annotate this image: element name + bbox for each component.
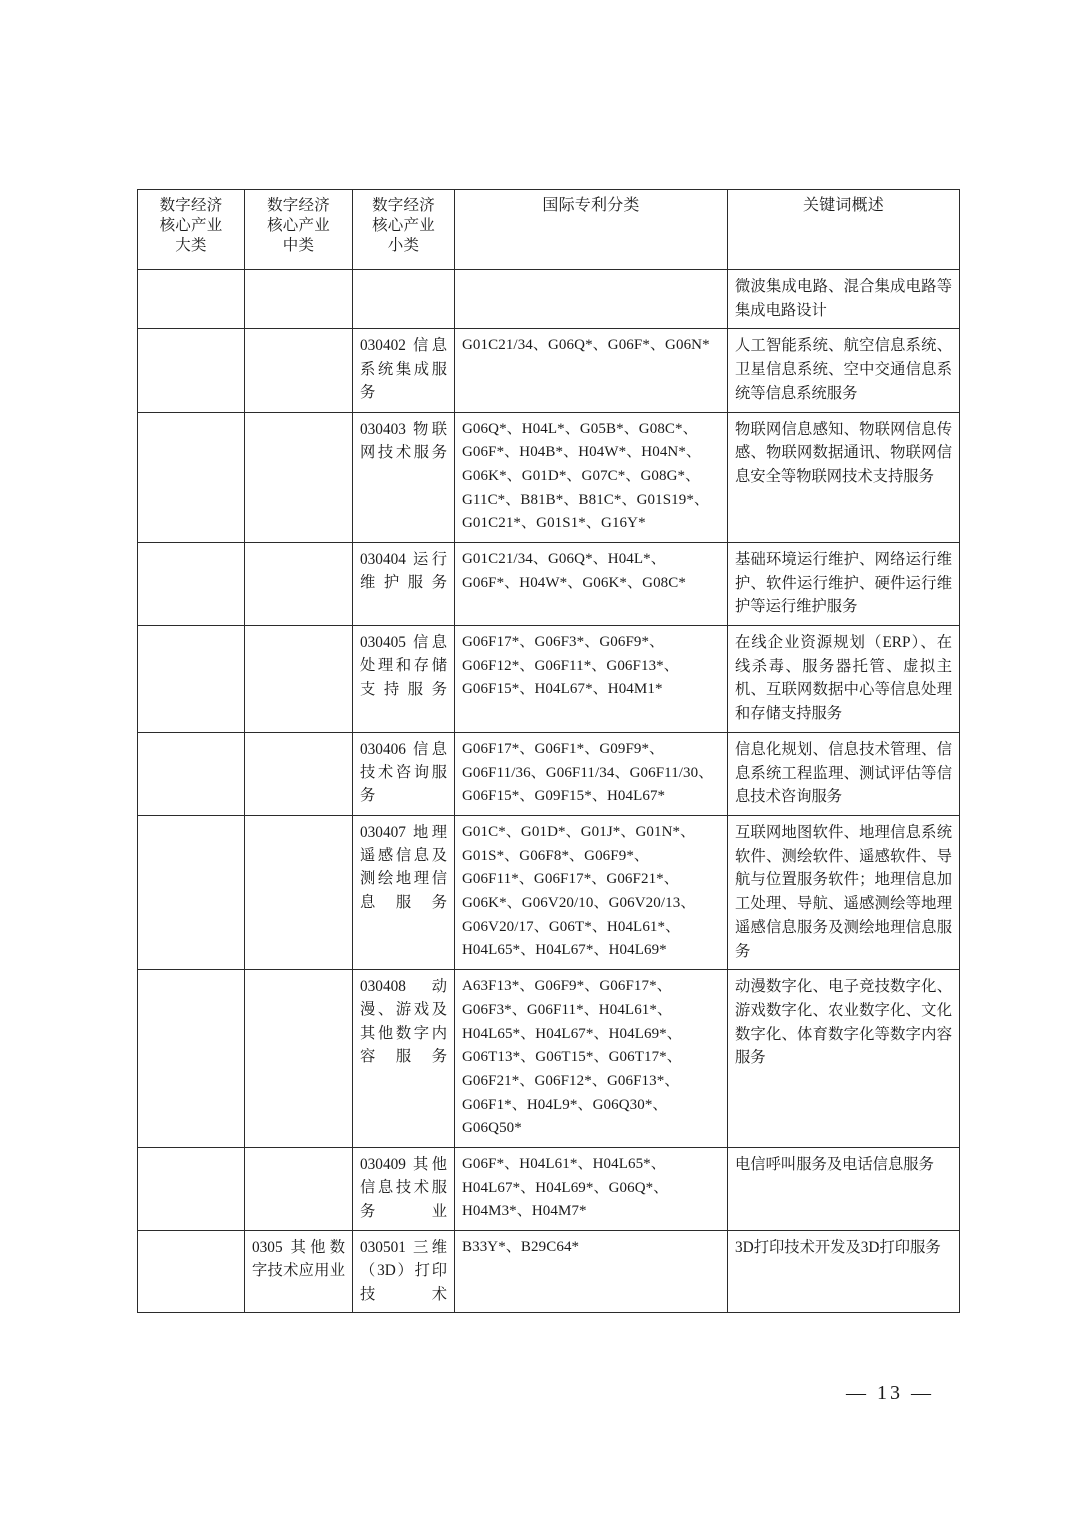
table-row xyxy=(138,329,960,412)
cell-middle-category xyxy=(245,542,353,625)
cell-ipc-codes: G06F17*、G06F1*、G09F9*、G06F11/36、G06F11/34、G06F11/30、G06F15*、G09F15*、H04L67* xyxy=(455,732,728,815)
cell-middle-category xyxy=(245,329,353,412)
table-row xyxy=(138,412,960,542)
cell-minor-category: 030407 地理遥感信息及测绘地理信息服务 xyxy=(353,815,455,969)
column-header-middle-category xyxy=(245,190,353,270)
cell-middle-category: 0305 其他数字技术应用业 xyxy=(245,1231,353,1313)
cell-middle-category xyxy=(245,815,353,969)
cell-keywords: 在线企业资源规划（ERP）、在线杀毒、服务器托管、虚拟主机、互联网数据中心等信息处理和存储支持服务 xyxy=(728,626,960,733)
table-row xyxy=(138,970,960,1148)
header-line: 中类 xyxy=(282,236,315,255)
table-row xyxy=(138,542,960,625)
cell-middle-category xyxy=(245,412,353,542)
cell-major-category xyxy=(138,270,245,329)
column-header-ipc: 国际专利分类 xyxy=(455,190,728,270)
cell-major-category xyxy=(138,1231,245,1313)
header-line: 数字经济 xyxy=(159,196,223,214)
cell-ipc-codes: A63F13*、G06F9*、G06F17*、G06F3*、G06F11*、H04L61*、H04L65*、H04L67*、H04L69*、G06T13*、G06T15*、G06T17*、G06F21*、G06F12*、G06F13*、G06F1*、H04L9*、G06Q30*、G06Q50* xyxy=(455,970,728,1148)
cell-minor-category: 030406 信息技术咨询服务 xyxy=(353,732,455,815)
cell-ipc-codes xyxy=(455,270,728,329)
cell-ipc-codes: G06F*、H04L61*、H04L65*、H04L67*、H04L69*、G06Q*、H04M3*、H04M7* xyxy=(455,1148,728,1231)
header-line: 核心产业 xyxy=(372,216,435,235)
cell-ipc-codes: G06Q*、H04L*、G05B*、G08C*、G06F*、H04B*、H04W*、H04N*、G06K*、G01D*、G07C*、G08G*、G11C*、B81B*、B81C*、G01S19*、G01C21*、G01S1*、G16Y* xyxy=(455,412,728,542)
cell-major-category xyxy=(138,1148,245,1231)
cell-major-category xyxy=(138,412,245,542)
cell-major-category xyxy=(138,542,245,625)
cell-keywords: 物联网信息感知、物联网信息传感、物联网数据通讯、物联网信息安全等物联网技术支持服务 xyxy=(728,412,960,542)
header-line: 核心产业 xyxy=(267,216,330,235)
cell-keywords: 基础环境运行维护、网络运行维护、软件运行维护、硬件运行维护等运行维护服务 xyxy=(728,542,960,625)
table-row xyxy=(138,1231,960,1313)
cell-keywords: 人工智能系统、航空信息系统、卫星信息系统、空中交通信息系统等信息系统服务 xyxy=(728,329,960,412)
cell-ipc-codes: G06F17*、G06F3*、G06F9*、G06F12*、G06F11*、G06F13*、G06F15*、H04L67*、H04M1* xyxy=(455,626,728,733)
classification-table xyxy=(137,189,960,1313)
cell-minor-category: 030403 物联网技术服务 xyxy=(353,412,455,542)
page-number-text: — 13 — xyxy=(846,1382,934,1404)
cell-minor-category: 030408 动漫、游戏及其他数字内容服务 xyxy=(353,970,455,1148)
cell-minor-category: 030501 三维（3D）打印技术 xyxy=(353,1231,455,1313)
cell-middle-category xyxy=(245,626,353,733)
cell-keywords: 互联网地图软件、地理信息系统软件、测绘软件、遥感软件、导航与位置服务软件；地理信息加工处理、导航、遥感测绘等地理遥感信息服务及测绘地理信息服务 xyxy=(728,815,960,969)
column-header-major-category xyxy=(138,190,245,270)
cell-major-category xyxy=(138,626,245,733)
cell-keywords: 微波集成电路、混合集成电路等集成电路设计 xyxy=(728,270,960,329)
table-row xyxy=(138,1148,960,1231)
cell-ipc-codes: G01C*、G01D*、G01J*、G01N*、G01S*、G06F8*、G06F9*、G06F11*、G06F17*、G06F21*、G06K*、G06V20/10、G06V20/13、G06V20/17、G06T*、H04L61*、H04L65*、H04L67*、H04L69* xyxy=(455,815,728,969)
table-row xyxy=(138,626,960,733)
cell-keywords: 电信呼叫服务及电话信息服务 xyxy=(728,1148,960,1231)
table-body xyxy=(138,270,960,1313)
cell-minor-category: 030404 运行维护服务 xyxy=(353,542,455,625)
cell-middle-category xyxy=(245,970,353,1148)
cell-keywords: 动漫数字化、电子竞技数字化、游戏数字化、农业数字化、文化数字化、体育数字化等数字内容服务 xyxy=(728,970,960,1148)
table-row xyxy=(138,732,960,815)
cell-major-category xyxy=(138,329,245,412)
table-row xyxy=(138,270,960,329)
cell-minor-category: 030402 信息系统集成服务 xyxy=(353,329,455,412)
cell-ipc-codes: G01C21/34、G06Q*、H04L*、G06F*、H04W*、G06K*、G08C* xyxy=(455,542,728,625)
page-number-footer xyxy=(0,1382,1080,1405)
cell-major-category xyxy=(138,970,245,1148)
header-line: 小类 xyxy=(387,236,420,255)
cell-major-category xyxy=(138,815,245,969)
header-line: 核心产业 xyxy=(159,216,223,235)
cell-middle-category xyxy=(245,1148,353,1231)
cell-minor-category: 030405 信息处理和存储支持服务 xyxy=(353,626,455,733)
classification-table-wrapper xyxy=(137,189,959,1313)
table-header xyxy=(138,190,960,270)
column-header-keywords: 关键词概述 xyxy=(728,190,960,270)
cell-middle-category xyxy=(245,270,353,329)
table-header-row xyxy=(138,190,960,270)
cell-minor-category: 030409 其他信息技术服务业 xyxy=(353,1148,455,1231)
header-line: 数字经济 xyxy=(372,196,435,214)
cell-ipc-codes: G01C21/34、G06Q*、G06F*、G06N* xyxy=(455,329,728,412)
cell-keywords: 信息化规划、信息技术管理、信息系统工程监理、测试评估等信息技术咨询服务 xyxy=(728,732,960,815)
header-line: 数字经济 xyxy=(267,196,330,214)
cell-minor-category xyxy=(353,270,455,329)
cell-keywords: 3D打印技术开发及3D打印服务 xyxy=(728,1231,960,1313)
cell-major-category xyxy=(138,732,245,815)
cell-middle-category xyxy=(245,732,353,815)
table-row xyxy=(138,815,960,969)
column-header-minor-category xyxy=(353,190,455,270)
header-line: 大类 xyxy=(175,236,207,255)
cell-ipc-codes: B33Y*、B29C64* xyxy=(455,1231,728,1313)
